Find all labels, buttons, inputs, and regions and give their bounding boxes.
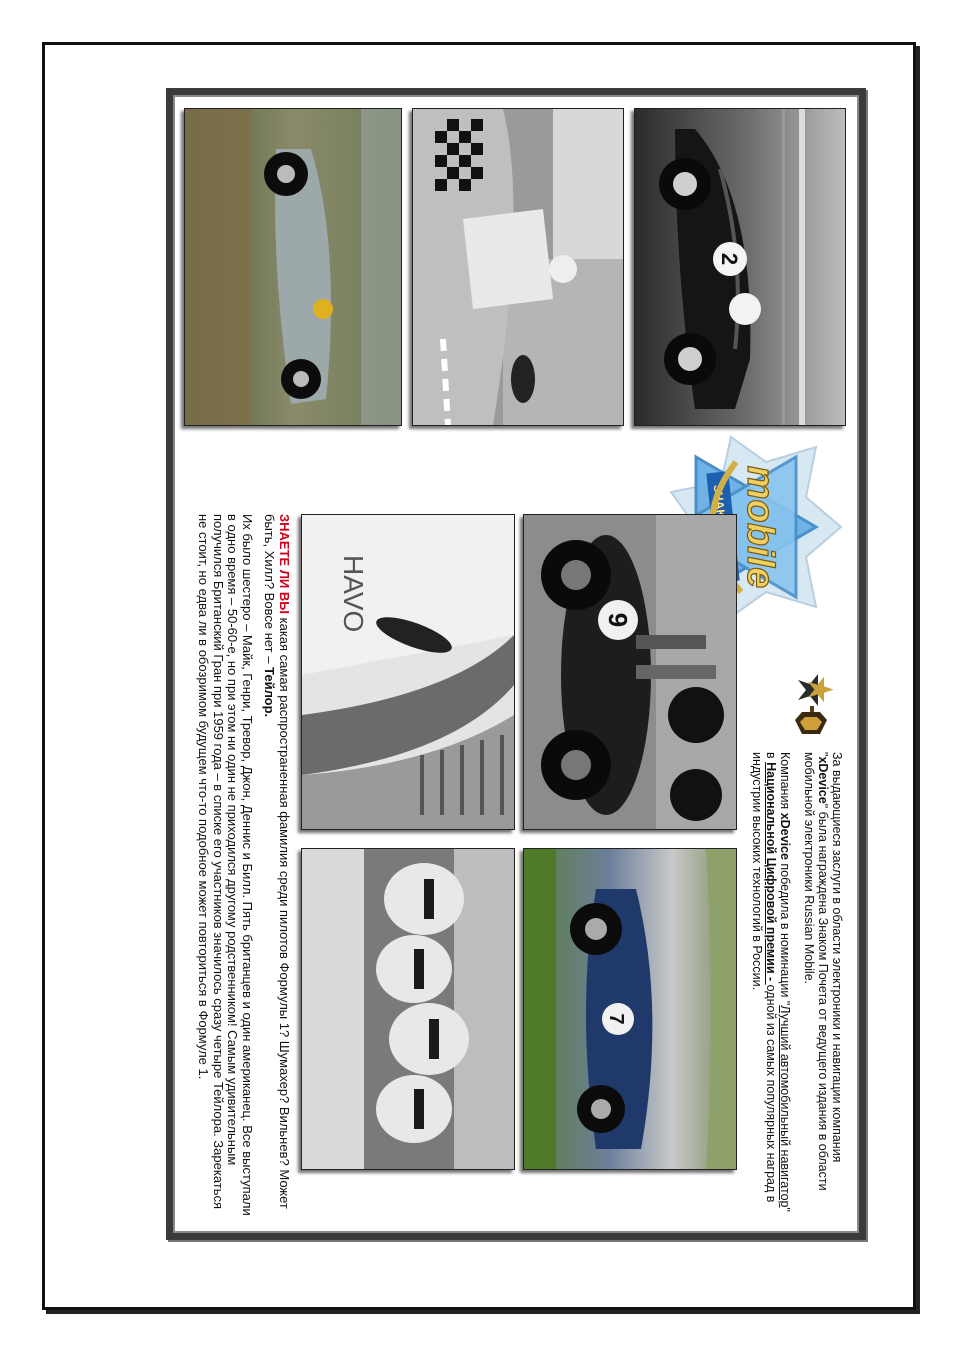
award-logo-text: mobile — [739, 465, 781, 589]
photo-checkered-flag — [412, 108, 624, 426]
intro-p1-post: " была награждена Знаком Почета от ведущего издания в области мобильной электроники Russian Mobile. — [802, 752, 830, 1191]
did-you-know-question — [262, 514, 292, 1214]
taylor-story-text: Их было шестеро – Майк, Генри, Тревор, Джон, Деннис и Билл. Пять британцев и один американец. Все выступали в одно время – 50-60-е, но при этом ни один не приходился другому родственником! Самым удивительным получился Британский Гран при 1959 года – в списке его участников значилось сразу четыре Тейлора. Зарекаться не стоит, но едва ли в обозримом будущем что-то подобное может повториться в Формуле 1. — [196, 514, 255, 1216]
content-panel — [166, 88, 866, 1240]
intro-p2-prize: Национальной Цифровой премии - — [764, 762, 778, 985]
rotated-spread — [180, 102, 852, 1226]
intro-text — [740, 752, 844, 1220]
intro-p1-brand: xDevice — [816, 756, 830, 804]
intro-p2-mid2: " в — [764, 752, 792, 1212]
intro-p2-mid: победила в номинации " — [778, 859, 792, 1006]
trophy-icon — [782, 672, 842, 742]
intro-p2-brand: xDevice — [778, 812, 792, 860]
photo-pit-car-9 — [523, 514, 737, 830]
photo-car-number-7 — [523, 848, 737, 1170]
photo-car-number-2 — [634, 108, 846, 426]
intro-paragraph-2 — [750, 752, 792, 1220]
car-number-9: 9 — [603, 612, 633, 628]
intro-p2-pre: Компания — [778, 752, 792, 813]
intro-paragraph-1 — [802, 752, 844, 1220]
intro-p1-pre: За выдающиеся заслуги в области электроники и навигации компания " — [816, 752, 844, 1163]
question-text: какая самая распространенная фамилия среди пилотов Формулы 1? Шумахер? Вильнев? Может быть, Хилл? Вовсе нет – — [262, 514, 292, 1209]
intro-p2-nomination: Лучший автомобильный навигатор — [778, 1005, 792, 1208]
did-you-know-label: ЗНАЕТЕ ЛИ ВЫ — [277, 514, 292, 615]
car-number-2: 2 — [717, 252, 742, 266]
photo-havoline-bridge — [301, 514, 515, 830]
photo-drivers-group — [301, 848, 515, 1170]
photo-race-color — [184, 108, 402, 426]
intro-p2-post: одной из самых популярных наград в индустрии высоких технологий в России. — [750, 752, 778, 1203]
question-answer: Тейлор. — [262, 667, 277, 718]
car-number-7: 7 — [605, 1013, 627, 1025]
banner-havoline: HAVO — [338, 555, 369, 633]
